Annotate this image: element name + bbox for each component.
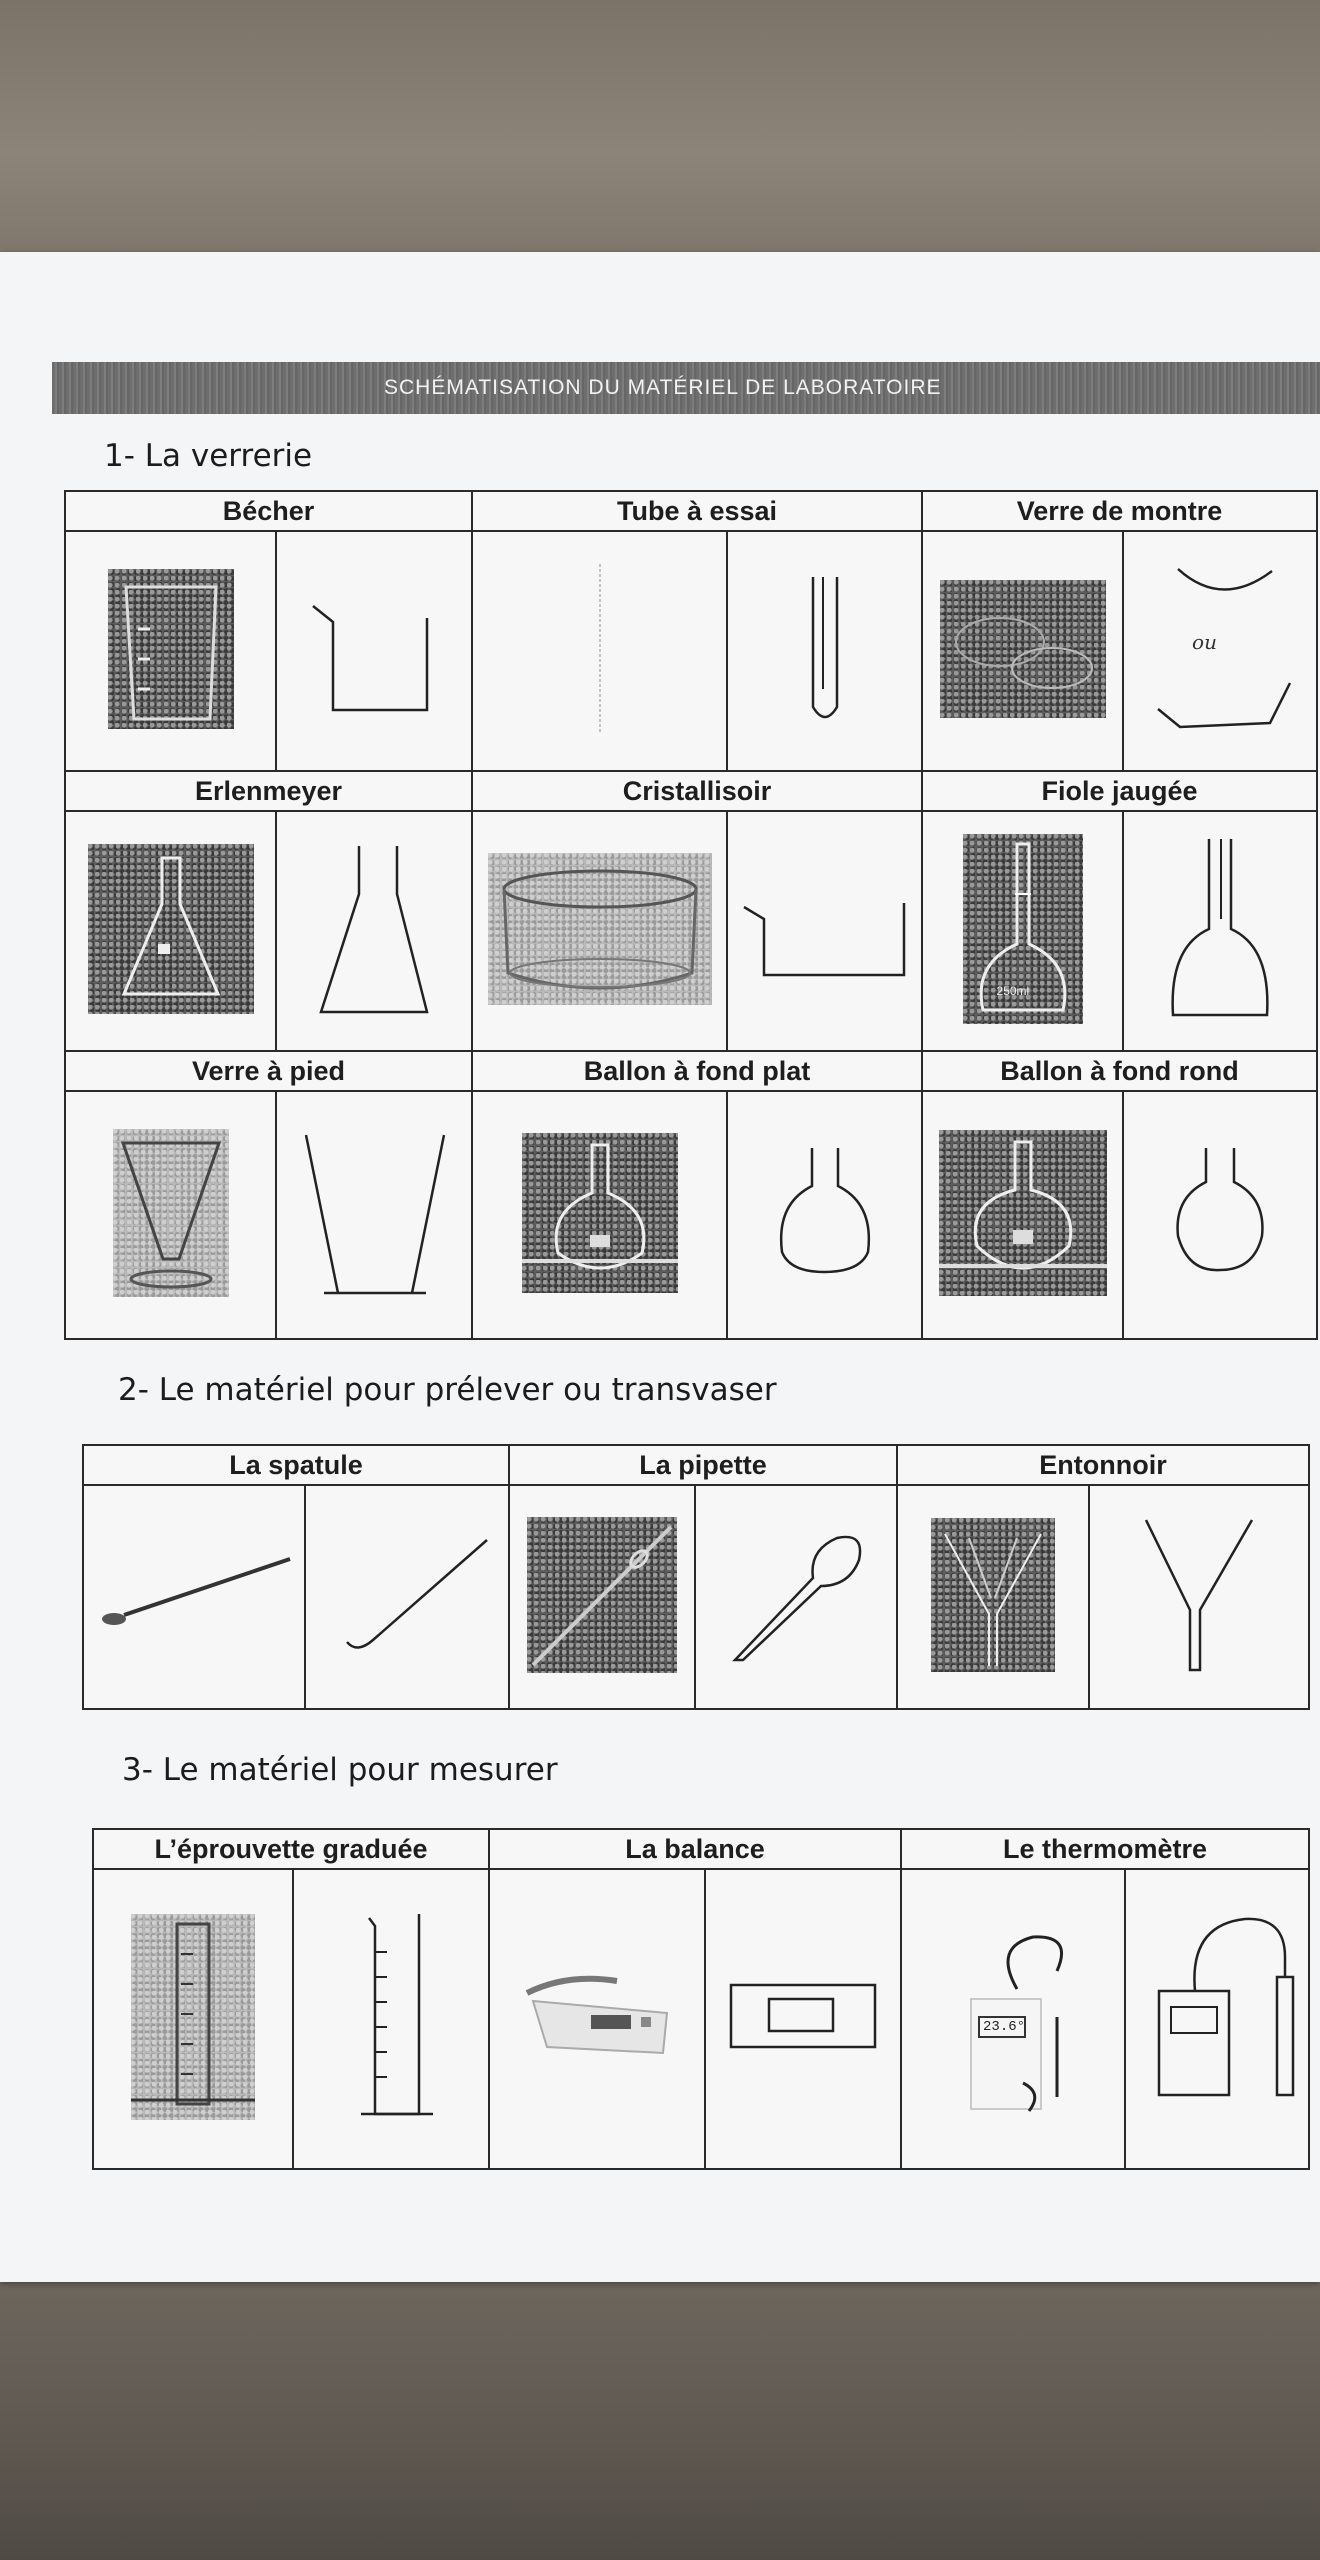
label-tube-a-essai: Tube à essai	[472, 491, 922, 531]
verre-de-montre-photo	[940, 580, 1106, 718]
becher-sketch	[299, 574, 449, 724]
becher-photo	[108, 569, 234, 729]
photo-cell-becher	[65, 531, 276, 771]
entonnoir-photo	[931, 1518, 1055, 1672]
pipette-photo	[527, 1517, 677, 1673]
page-header	[52, 362, 1320, 414]
label-spatule: La spatule	[83, 1445, 509, 1485]
sketch-cell-tube-a-essai	[727, 531, 922, 771]
photo-cell-eprouvette-graduee	[93, 1869, 293, 2169]
sketch-cell-erlenmeyer	[276, 811, 472, 1051]
spatule-photo	[94, 1545, 294, 1645]
label-thermometre: Le thermomètre	[901, 1829, 1309, 1869]
verrerie-table	[64, 490, 1318, 1340]
cristallisoir-sketch	[740, 869, 910, 989]
sketch-cell-cristallisoir	[727, 811, 922, 1051]
eprouvette-graduee-sketch	[341, 1902, 441, 2132]
tube-a-essai-photo	[580, 559, 620, 739]
photo-cell-pipette	[509, 1485, 695, 1709]
thermometre-photo	[953, 1907, 1073, 2127]
sketch-cell-entonnoir	[1089, 1485, 1309, 1709]
photo-cell-balance	[489, 1869, 705, 2169]
photo-cell-verre-a-pied	[65, 1091, 276, 1339]
sketch-cell-spatule	[305, 1485, 509, 1709]
thermometre-reading: 23.6°	[983, 2018, 1026, 2035]
ballon-fond-rond-sketch	[1160, 1138, 1280, 1288]
prelever-table	[82, 1444, 1310, 1710]
label-eprouvette-graduee: L’éprouvette graduée	[93, 1829, 489, 1869]
eprouvette-graduee-photo	[131, 1914, 255, 2120]
fiole-jaugee-photo-mark: 250ml	[996, 983, 1030, 998]
sketch-cell-becher	[276, 531, 472, 771]
label-fiole-jaugee: Fiole jaugée	[922, 771, 1317, 811]
sketch-cell-eprouvette-graduee	[293, 1869, 489, 2169]
photo-cell-entonnoir	[897, 1485, 1089, 1709]
label-ballon-fond-plat: Ballon à fond plat	[472, 1051, 922, 1091]
ballon-fond-plat-photo	[522, 1133, 678, 1293]
label-entonnoir: Entonnoir	[897, 1445, 1309, 1485]
section-title-mesurer: 3- Le matériel pour mesurer	[122, 1752, 558, 1788]
tube-a-essai-sketch	[795, 569, 855, 729]
label-erlenmeyer: Erlenmeyer	[65, 771, 472, 811]
photo-cell-cristallisoir	[472, 811, 727, 1051]
pipette-sketch	[721, 1520, 871, 1670]
worksheet-page	[0, 252, 1320, 2282]
photo-cell-fiole-jaugee	[922, 811, 1123, 1051]
label-verre-de-montre: Verre de montre	[922, 491, 1317, 531]
photo-cell-spatule	[83, 1485, 305, 1709]
page-title: SCHÉMATISATION DU MATÉRIEL DE LABORATOIRE	[384, 376, 942, 399]
sketch-cell-ballon-fond-plat	[727, 1091, 922, 1339]
sketch-cell-thermometre	[1125, 1869, 1309, 2169]
mesurer-table	[92, 1828, 1310, 2170]
sketch-cell-verre-a-pied	[276, 1091, 472, 1339]
sketch-cell-ballon-fond-rond	[1123, 1091, 1317, 1339]
cristallisoir-photo	[488, 853, 712, 1005]
verre-a-pied-photo	[113, 1129, 229, 1297]
verre-de-montre-note: ou	[1192, 630, 1217, 654]
balance-sketch	[723, 1977, 883, 2057]
label-ballon-fond-rond: Ballon à fond rond	[922, 1051, 1317, 1091]
erlenmeyer-photo	[88, 844, 254, 1014]
photo-cell-erlenmeyer	[65, 811, 276, 1051]
section-title-verrerie: 1- La verrerie	[104, 438, 313, 474]
label-verre-a-pied: Verre à pied	[65, 1051, 472, 1091]
label-becher: Bécher	[65, 491, 472, 531]
ballon-fond-rond-photo	[939, 1130, 1107, 1296]
photo-cell-ballon-fond-plat	[472, 1091, 727, 1339]
sketch-cell-pipette	[695, 1485, 897, 1709]
photo-cell-ballon-fond-rond	[922, 1091, 1123, 1339]
label-pipette: La pipette	[509, 1445, 897, 1485]
verre-a-pied-sketch	[294, 1123, 454, 1303]
fiole-jaugee-photo	[963, 834, 1083, 1024]
fiole-jaugee-sketch	[1155, 829, 1285, 1029]
sketch-cell-verre-de-montre	[1123, 531, 1317, 771]
spatule-sketch	[317, 1530, 497, 1660]
erlenmeyer-sketch	[299, 834, 449, 1024]
entonnoir-sketch	[1134, 1510, 1264, 1680]
verre-de-montre-sketch	[1140, 549, 1300, 749]
balance-photo	[507, 1957, 687, 2077]
label-balance: La balance	[489, 1829, 901, 1869]
ballon-fond-plat-sketch	[760, 1138, 890, 1288]
thermometre-sketch	[1137, 1897, 1297, 2137]
photo-cell-tube-a-essai	[472, 531, 727, 771]
photo-cell-verre-de-montre	[922, 531, 1123, 771]
label-cristallisoir: Cristallisoir	[472, 771, 922, 811]
sketch-cell-balance	[705, 1869, 901, 2169]
background-floor	[0, 2260, 1320, 2560]
section-title-prelever: 2- Le matériel pour prélever ou transvaser	[118, 1372, 777, 1408]
sketch-cell-fiole-jaugee	[1123, 811, 1317, 1051]
photo-cell-thermometre	[901, 1869, 1125, 2169]
